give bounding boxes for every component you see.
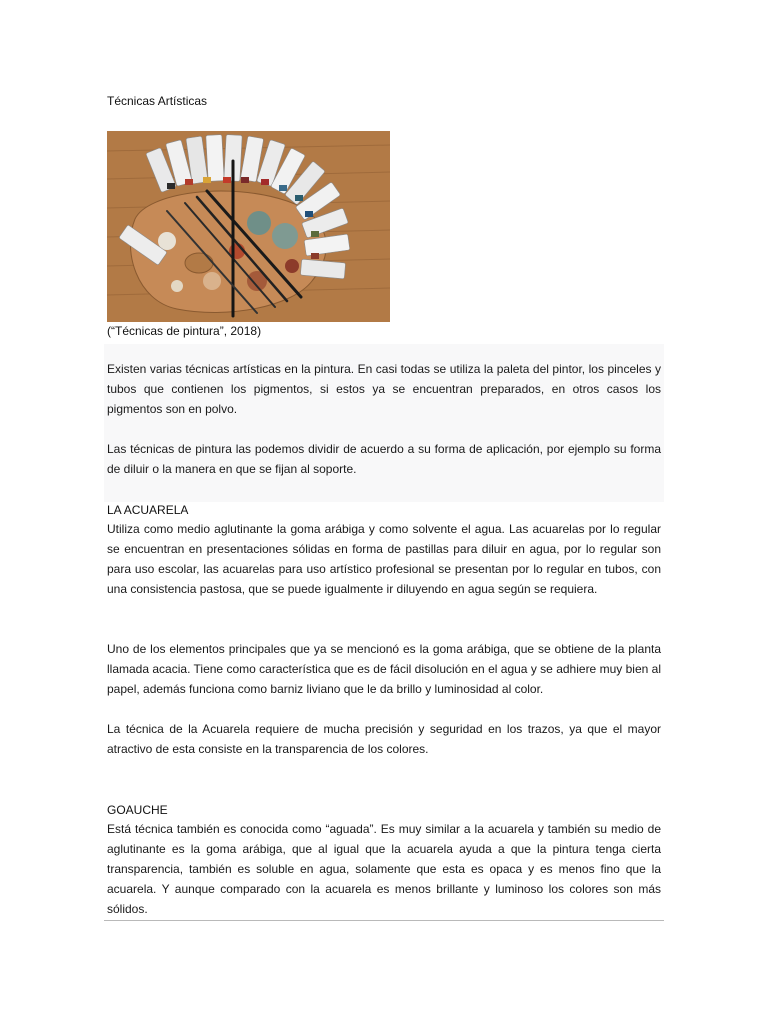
figure-caption: (“Técnicas de pintura”, 2018) [107, 324, 262, 338]
paint-palette-image [107, 131, 390, 322]
acuarela-paragraph-3: La técnica de la Acuarela requiere de mucha precisión y seguridad en los trazos, ya que el mayor atractivo de esta consiste en la transparencia de los colores. [107, 722, 661, 756]
acuarela-paragraph-1: Utiliza como medio aglutinante la goma arábiga y como solvente el agua. Las acuarelas por lo regular se encuentran en presentaciones sólidas en forma de pastillas para diluir en agua, por lo regular son para uso escolar, las acuarelas para uso artístico profesional se presentan por lo regular en tubos, con una consistencia pastosa, que se puede igualmente ir diluyendo en agua según se requiera. [107, 522, 661, 596]
goauche-paragraph-1: Está técnica también es conocida como “aguada”. Es muy similar a la acuarela y también su medio de aglutinante es la goma arábiga, que al igual que la acuarela ayuda a que la pintura tenga cierta transparencia, también es soluble en agua, solamente que esta es opaca y es menos fino que la acuarela. Y aunque comparado con la acuarela es menos brillante y luminoso los colores son más sólidos. [107, 822, 661, 916]
paint-palette-illustration [107, 131, 390, 322]
acuarela-paragraph-2: Uno de los elementos principales que ya se mencionó es la goma arábiga, que se obtiene de la planta llamada acacia. Tiene como característica que es de fácil disolución en el agua y se adhiere muy bien al papel, además funciona como barniz liviano que le da brillo y luminosidad al color. [107, 642, 661, 696]
section-heading-goauche: GOAUCHE [107, 803, 168, 817]
page-bottom-divider [104, 920, 664, 921]
intro-paragraph-1: Existen varias técnicas artísticas en la pintura. En casi todas se utiliza la paleta del pintor, los pinceles y tubos que contienen los pigmentos, si estos ya se encuentran preparados, en otros casos los pigmentos son en polvo. [107, 362, 661, 416]
intro-paragraph-2: Las técnicas de pintura las podemos dividir de acuerdo a su forma de aplicación, por ejemplo su forma de diluir o la manera en que se fijan al soporte. [107, 442, 661, 476]
section-heading-acuarela: LA ACUARELA [107, 503, 189, 517]
document-title: Técnicas Artísticas [107, 94, 208, 108]
